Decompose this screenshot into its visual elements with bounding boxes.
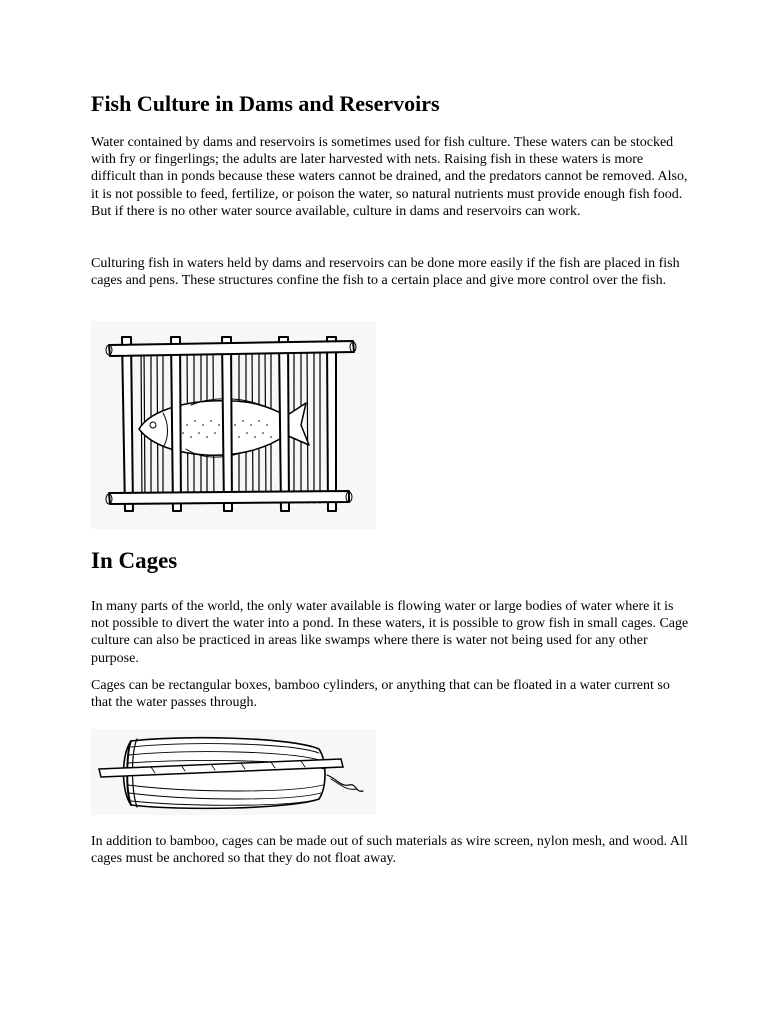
paragraph-dams-intro: Water contained by dams and reservoirs is sometimes used for fish culture. These waters can be stocked with fry or fingerlings; the adults are later harvested with nets. Raising fish in these waters is more difficult than in ponds because these waters cannot be drained, and the predators cannot be removed. Also, it is not possible to feed, fertilize, or poison the water, so natural nutrients must provide enough fish food. But if there is no other water source available, culture in dams and reservoirs can work. xyxy=(91,135,688,219)
bamboo-cage-illustration xyxy=(91,729,376,815)
section-heading-in-cages: In Cages xyxy=(91,548,178,573)
paragraph-cage-materials: In addition to bamboo, cages can be made out of such materials as wire screen, nylon mesh, and wood. All cages must be anchored so that they do not float away. xyxy=(91,834,688,867)
paragraph-cage-shapes: Cages can be rectangular boxes, bamboo cylinders, or anything that can be floated in a water current so that the water passes through. xyxy=(91,678,670,711)
paragraph-cages-pens: Culturing fish in waters held by dams and reservoirs can be done more easily if the fish are placed in fish cages and pens. These structures confine the fish to a certain place and give more control over the fish. xyxy=(91,256,680,289)
fish-in-pen-illustration xyxy=(91,321,376,529)
section-heading-dams-reservoirs: Fish Culture in Dams and Reservoirs xyxy=(91,91,440,116)
paragraph-cage-culture-intro: In many parts of the world, the only water available is flowing water or large bodies of water where it is not possible to divert the water into a pond. In these waters, it is possible to grow fish in small cages. Cage culture can also be practiced in areas like swamps where there is water not being used for any other purpose. xyxy=(91,599,689,666)
